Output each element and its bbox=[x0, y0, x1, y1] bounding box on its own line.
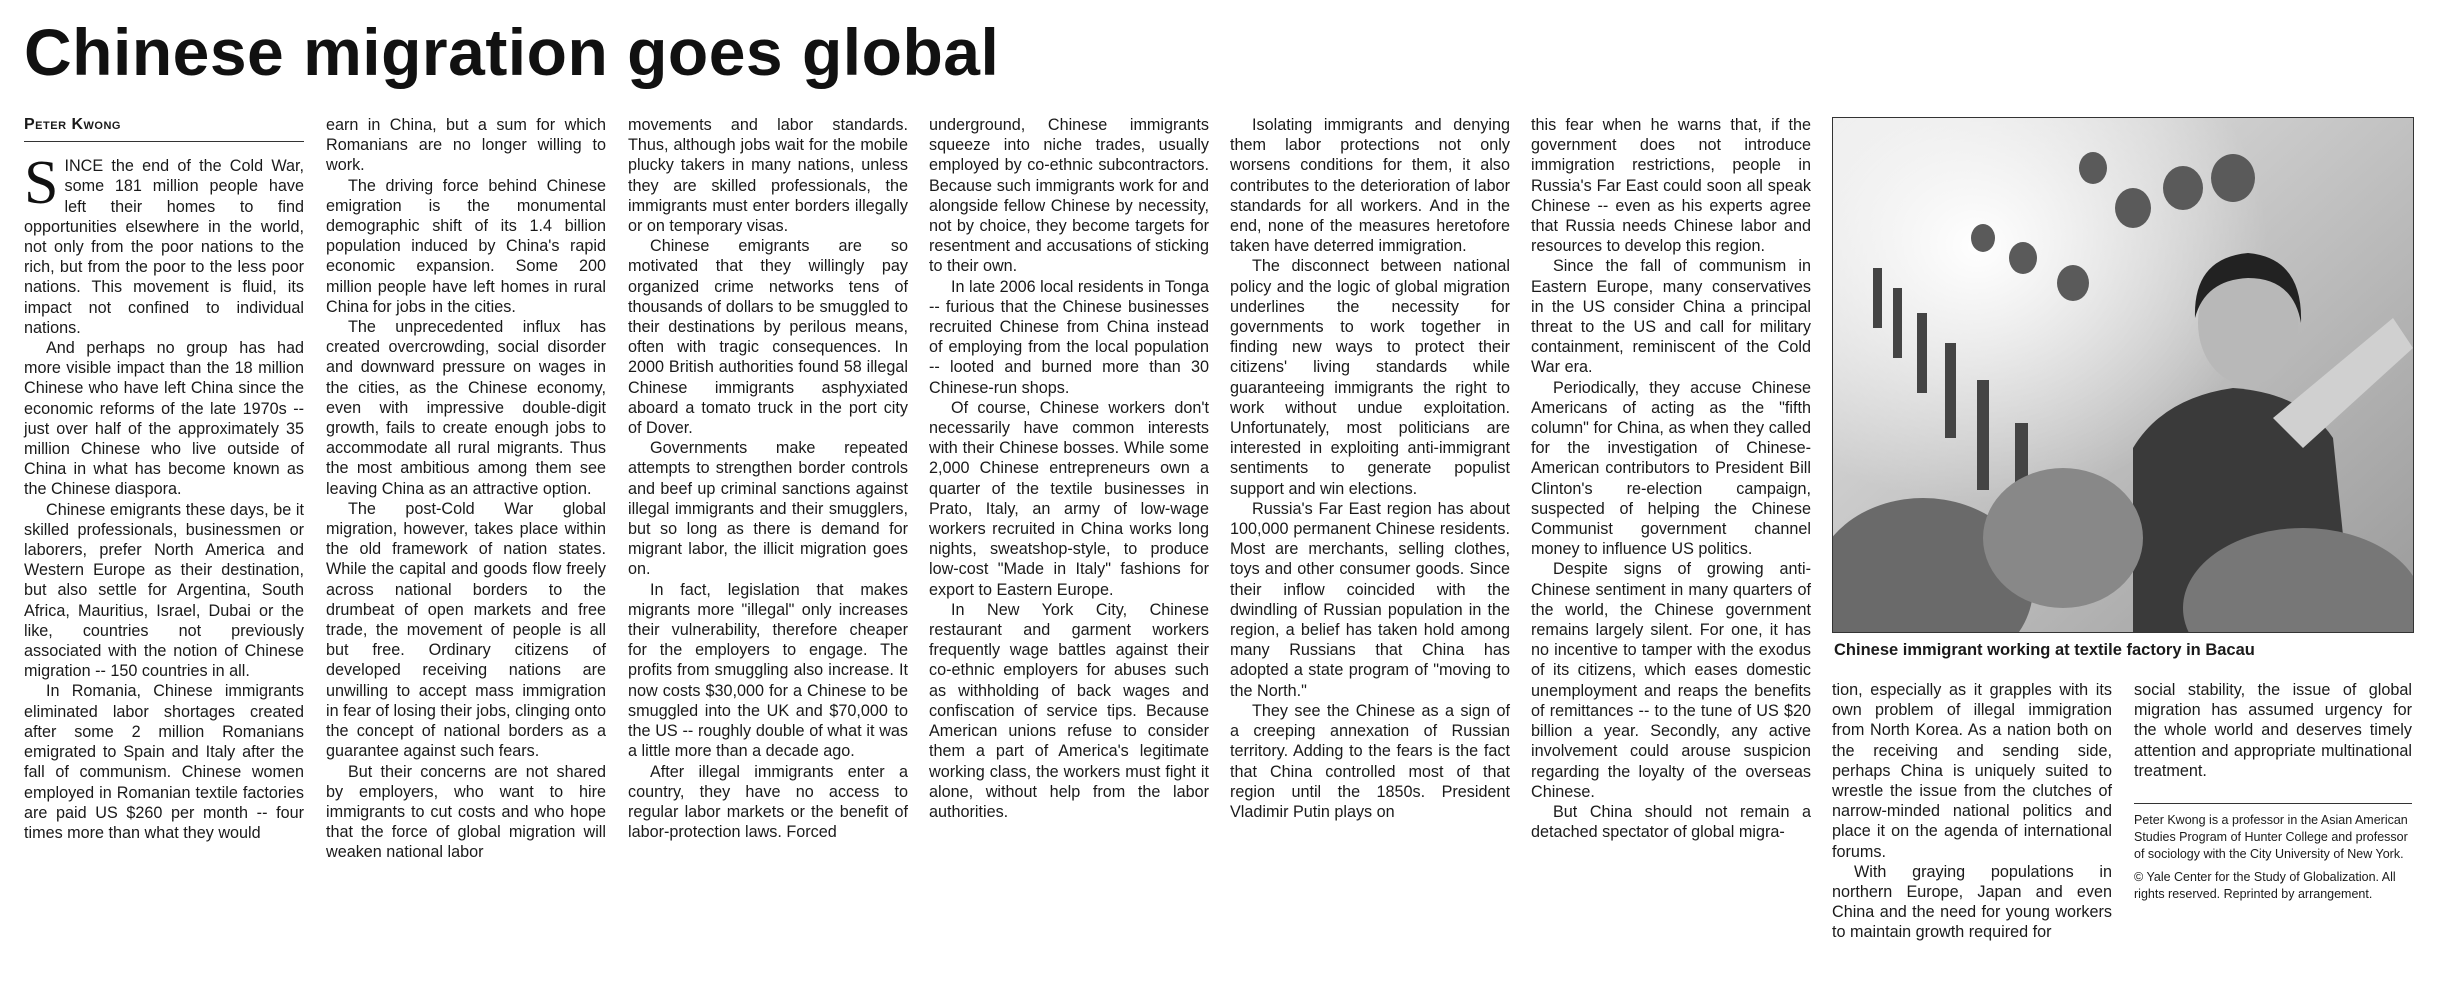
paragraph: SINCE the end of the Cold War, some 181 million people have left their homes to find opportunities elsewhere in the world, not only from the poor nations to the rich, but from the poor to the less poor nations. This movement is fluid, its impact not confined to individual nations. bbox=[24, 149, 304, 337]
paragraph: this fear when he warns that, if the government does not introduce immigration restrictions, people in Russia's Far East could soon all speak Chinese -- even as his experts agree that Russia needs Chinese labor and resources to develop this region. bbox=[1531, 116, 1811, 256]
article-column-4 bbox=[929, 115, 1209, 822]
paragraph: The driving force behind Chinese emigration is the monumental demographic shift of its 1.4 billion population induced by China's rapid economic expansion. Some 200 million people have left homes in rural China for jobs in the cities. bbox=[326, 176, 606, 316]
paragraph: social stability, the issue of global migration has assumed urgency for the whole world and deserves timely attention and appropriate multinational treatment. bbox=[2134, 681, 2412, 780]
paragraph: The unprecedented influx has created overcrowding, social disorder and downward pressure on wages in the cities, as the Chinese economy, even with impressive double-digit growth, fails to create enough jobs to accommodate all rural migrants. Thus the most ambitious among them see leaving China as an attractive option. bbox=[326, 318, 606, 498]
paragraph: And perhaps no group has had more visible impact than the 18 million Chinese who have left China since the economic reforms of the late 1970s -- just over half of the approximately 35 million Chinese who live outside of China in what has become known as the Chinese diaspora. bbox=[24, 339, 304, 499]
article-column-3 bbox=[628, 115, 908, 842]
article-column-8 bbox=[2134, 680, 2412, 781]
article-column-5 bbox=[1230, 115, 1510, 822]
paragraph: In fact, legislation that makes migrants more "illegal" only increases their vulnerability, therefore cheaper for the employers to engage. The profits from smuggling also increase. It now costs $30,000 for a Chinese to be smuggled into the UK and $70,000 to the US -- roughly double of what it was a little more than a decade ago. bbox=[628, 580, 908, 761]
paragraph: Despite signs of growing anti-Chinese sentiment in many quarters of the world, the Chinese government remains largely silent. For one, it has no incentive to tamper with the exodus of its citizens, which eases domestic unemployment and reaps the benefits of remittances -- to the tune of US $20 billion a year. Secondly, any active involvement could arouse suspicion regarding the loyalty of the overseas Chinese. bbox=[1531, 560, 1811, 801]
paragraph: movements and labor standards. Thus, although jobs wait for the mobile plucky takers in many nations, unless they are skilled professionals, the immigrants must enter borders illegally or on temporary visas. bbox=[628, 116, 908, 236]
paragraph: In Romania, Chinese immigrants eliminated labor shortages created after some 2 million Romanians emigrated to Spain and Italy after the fall of communism. Chinese women employed in Romanian textile factories are paid US $260 per month -- four times more than what they would bbox=[24, 682, 304, 842]
paragraph: Isolating immigrants and denying them labor protections not only worsens conditions for them, it also contributes to the deterioration of labor standards for all workers. And in the end, none of the measures heretofore taken have deterred immigration. bbox=[1230, 116, 1510, 256]
paragraph: Russia's Far East region has about 100,000 permanent Chinese residents. Most are merchants, selling clothes, toys and other consumer goods. Since their inflow coincided with the dwindling of Russian population in the region, a belief has taken hold among many Russians that China has adopted a state program of "moving to the North." bbox=[1230, 499, 1510, 700]
paragraph: With graying populations in northern Europe, Japan and even China and the need for young workers to maintain growth required for bbox=[1832, 862, 2112, 942]
byline: Peter Kwong bbox=[24, 115, 304, 142]
headline: Chinese migration goes global bbox=[24, 15, 1000, 89]
paragraph: Since the fall of communism in Eastern Europe, many conservatives in the US consider China a principal threat to the US and call for military containment, reminiscent of the Cold War era. bbox=[1531, 257, 1811, 377]
author-bio bbox=[2134, 803, 2412, 909]
article-column-7 bbox=[1832, 680, 2112, 943]
paragraph: The post-Cold War global migration, however, takes place within the old framework of nation states. While the capital and goods flow freely across national borders to the drumbeat of open markets and free trade, the movement of people is all but free. Ordinary citizens of developed receiving nations are unwilling to accept mass immigration in fear of losing their jobs, clinging onto the concept of national borders as a guarantee against such fears. bbox=[326, 499, 606, 761]
factory-photo bbox=[1832, 117, 2414, 633]
paragraph: Chinese emigrants are so motivated that they willingly pay organized crime networks tens of thousands of dollars to be smuggled to their destinations by perilous means, often with tragic consequences. In 2000 British authorities found 58 illegal Chinese immigrants asphyxiated aboard a tomato truck in the port city of Dover. bbox=[628, 237, 908, 438]
drop-cap: S bbox=[24, 149, 59, 218]
paragraph: tion, especially as it grapples with its own problem of illegal immigration from North Korea. As a nation both on the receiving and sending side, perhaps China is uniquely suited to wrestle the issue from the clutches of narrow-minded national politics and place it on the agenda of international forums. bbox=[1832, 681, 2112, 861]
article-column-1 bbox=[24, 115, 304, 843]
factory-photo-illustration bbox=[1833, 118, 2413, 632]
paragraph: But their concerns are not shared by employers, who want to hire immigrants to cut costs and who hope that the force of global migration will weaken national labor bbox=[326, 762, 606, 862]
paragraph: underground, Chinese immigrants squeeze into niche trades, usually employed by co-ethnic subcontractors. Because such immigrants work for and alongside fellow Chinese by necessity, not by choice, they become targets for resentment and accusations of sticking to their own. bbox=[929, 116, 1209, 276]
paragraph: After illegal immigrants enter a country, they have no access to regular labor markets or the benefit of labor-protection laws. Forced bbox=[628, 762, 908, 842]
photo-caption: Chinese immigrant working at textile factory in Bacau bbox=[1834, 641, 2255, 659]
paragraph: In New York City, Chinese restaurant and garment workers frequently wage battles against their co-ethnic employers for abuses such as withholding of back wages and confiscation of service tips. Because American unions refuse to consider them a part of America's legitimate working class, the workers must fight it alone, without help from the labor authorities. bbox=[929, 600, 1209, 821]
copyright-notice: © Yale Center for the Study of Globalization. All rights reserved. Reprinted by arrangement. bbox=[2134, 870, 2396, 901]
paragraph: The disconnect between national policy and the logic of global migration underlines the necessity for governments to work together in finding new ways to protect their citizens' living standards while guaranteeing immigrants the right to work without undue exploitation. Unfortunately, most politicians are interested in exploiting anti-immigrant sentiments to generate populist support and win elections. bbox=[1230, 257, 1510, 498]
paragraph: Chinese emigrants these days, be it skilled professionals, businessmen or laborers, prefer North America and Western Europe as their destination, but also settle for Argentina, South Africa, Mauritius, Israel, Dubai or the like, countries not previously associated with the notion of Chinese migration -- 150 countries in all. bbox=[24, 500, 304, 681]
paragraph: They see the Chinese as a sign of a creeping annexation of Russian territory. Adding to the fears is the fact that China controlled most of that region until the 1850s. President Vladimir Putin plays on bbox=[1230, 701, 1510, 821]
paragraph: Of course, Chinese workers don't necessarily have common interests with their Chinese bosses. While some 2,000 Chinese entrepreneurs own a quarter of the textile businesses in Prato, Italy, an army of low-wage workers recruited in China works long nights, sweatshop-style, to produce low-cost "Made in Italy" fashions for export to Eastern Europe. bbox=[929, 398, 1209, 599]
paragraph: Periodically, they accuse Chinese Americans of acting as the "fifth column" for China, as when they called for the investigation of Chinese-American contributors to President Bill Clinton's re-election campaign, suspected of helping the Chinese Communist government channel money to influence US politics. bbox=[1531, 378, 1811, 559]
paragraph: But China should not remain a detached spectator of global migra- bbox=[1531, 802, 1811, 842]
article-column-6 bbox=[1531, 115, 1811, 842]
paragraph: Governments make repeated attempts to strengthen border controls and beef up criminal sanctions against illegal immigrants and their smugglers, but so long as there is demand for migrant labor, the illicit migration goes on. bbox=[628, 439, 908, 579]
paragraph: earn in China, but a sum for which Romanians are no longer willing to work. bbox=[326, 116, 606, 175]
bio-text: Peter Kwong is a professor in the Asian American Studies Program of Hunter College and professor of sociology with the City University of New York. bbox=[2134, 813, 2408, 861]
article-column-2 bbox=[326, 115, 606, 863]
paragraph: In late 2006 local residents in Tonga -- furious that the Chinese businesses recruited Chinese from China instead of employing from the local population -- looted and burned more than 30 Chinese-run shops. bbox=[929, 277, 1209, 397]
